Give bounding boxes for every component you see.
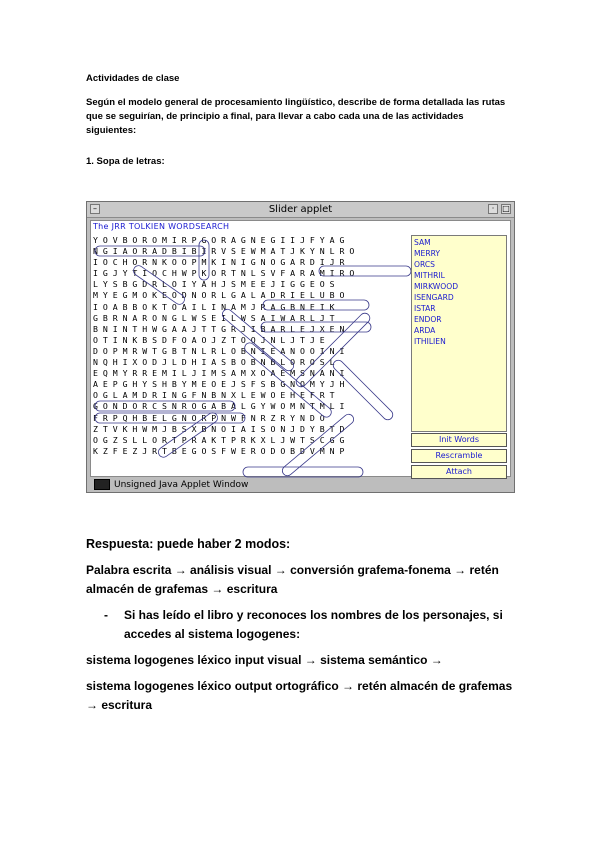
word-list-item: ARDA	[414, 326, 436, 335]
grid-row[interactable]: M Y E G M O K E O D N O R L G A L A D R I E L U B O	[93, 290, 345, 301]
word-list-item: ORCS	[414, 260, 435, 269]
grid-row[interactable]: I O C H O R N K O O P M K I N I G N O G A R D I J R	[93, 257, 345, 268]
bullet-dash: -	[104, 608, 108, 622]
word-list-item: ENDOR	[414, 315, 442, 324]
section-heading: 1. Sopa de letras:	[86, 156, 165, 167]
grid-row[interactable]: O G Z S L L O R T P R A K T P R K X L J W T S C G G	[93, 434, 345, 445]
word-list-item: ISENGARD	[414, 293, 454, 302]
word-list-item: ISTAR	[414, 304, 436, 313]
applet-title: Slider applet	[268, 204, 333, 215]
highlight-oval	[243, 467, 363, 477]
word-list-item: MERRY	[414, 249, 441, 258]
status-text: Unsigned Java Applet Window	[114, 480, 249, 490]
grid-row[interactable]: Z T V K H W M J B S X B N O I A I S O N J D Y B T D	[93, 423, 345, 434]
grid-row[interactable]: E Q M Y R R E M I L J I M S A M X O A E M S N A N I	[93, 368, 345, 379]
grid-row[interactable]: N Q H I X O D J L D H I A S B O B N B L O R O S L	[93, 357, 335, 368]
grid-row[interactable]: Y O V B O R O M I R P G O R A G N E G I I J F Y A G	[93, 235, 345, 245]
route-spelling: Palabra escrita → análisis visual → conversión grafema-fonema → retén almacén de grafemas → escritura	[86, 563, 499, 596]
maximize-icon[interactable]: □	[502, 204, 510, 213]
grid-row[interactable]: K Z F E Z J R T B E G O S F W E R O D O B D V M N P	[93, 445, 345, 456]
rescramble-button[interactable]: Rescramble	[411, 449, 507, 463]
grid-row[interactable]: A E P G H Y S H B Y M E O E J S F S B G N O M Y J H	[93, 379, 345, 390]
grid-row[interactable]: I G J Y T I O C H W P K O R T N L S V F A R A M I R O	[93, 268, 355, 279]
word-list-item: MITHRIL	[414, 271, 445, 280]
applet-titlebar	[87, 202, 514, 218]
minimize-icon[interactable]: ·	[488, 204, 498, 214]
grid-row[interactable]: I O A B B O K T O A I L I N A M J R A G B N E I K	[93, 301, 335, 312]
applet-window	[86, 201, 515, 493]
applet-statusbar	[90, 479, 511, 491]
applet-content	[90, 220, 511, 477]
grid-row[interactable]: O G L A M D R I N G F N B N X L E W O E H E F R T	[93, 390, 335, 401]
grid-row[interactable]: N G I A O R A D B I B I R V S E W M A T J K Y N L R O	[93, 246, 355, 257]
answer-heading: Respuesta: puede haber 2 modos:	[86, 537, 291, 551]
letter-grid[interactable]	[93, 235, 411, 457]
java-warning-icon	[94, 479, 110, 490]
route-output: sistema logogenes léxico output ortográfico → retén almacén de grafemas → escritura	[86, 679, 513, 712]
word-list-item: MIRKWOOD	[414, 282, 459, 291]
grid-row[interactable]: O T I N K B S D F O A O J Z T O Q J N L J T J E	[93, 334, 325, 345]
init-words-button[interactable]: Init Words	[411, 433, 507, 447]
page-title: Actividades de clase	[86, 73, 180, 84]
word-list	[411, 235, 507, 432]
word-list-item: ITHILIEN	[414, 337, 446, 346]
grid-row[interactable]: D O P M R W T G B T N L R L O B N I E A N O O I N I	[93, 345, 345, 356]
grid-row[interactable]: B N I N T H W G A A J T T G R J I B A R L E J X E N	[93, 323, 345, 334]
grid-row[interactable]: F R P Q H B E L G N O R P N W F N R Z R Y N D O	[93, 412, 325, 423]
grid-row[interactable]: L Y S B G D R L O I Y A H J S M E E J I G G E O S	[93, 279, 335, 290]
grid-row[interactable]: G B R N A R O N G L W S E I L W S A I W A R L J T	[93, 312, 335, 323]
bullet-text: Si has leído el libro y reconoces los nombres de los personajes, si accedes al sistema logogenes:	[124, 608, 503, 641]
grid-row[interactable]: G O N D O R C S N R O G A B A L G Y W O M N T M L I	[93, 401, 345, 412]
attach-button[interactable]: Attach	[411, 465, 507, 479]
wordsearch-heading: The JRR TOLKIEN WORDSEARCH	[93, 222, 230, 231]
word-list-item: SAM	[414, 238, 431, 247]
route-input: sistema logogenes léxico input visual → sistema semántico →	[86, 653, 443, 667]
instructions: Según el modelo general de procesamiento lingüístico, describe de forma detallada las rutas que se seguirían, de principio a final, para llevar a cabo cada una de las actividades siguientes:	[86, 97, 506, 136]
window-menu-icon[interactable]: –	[90, 204, 100, 214]
